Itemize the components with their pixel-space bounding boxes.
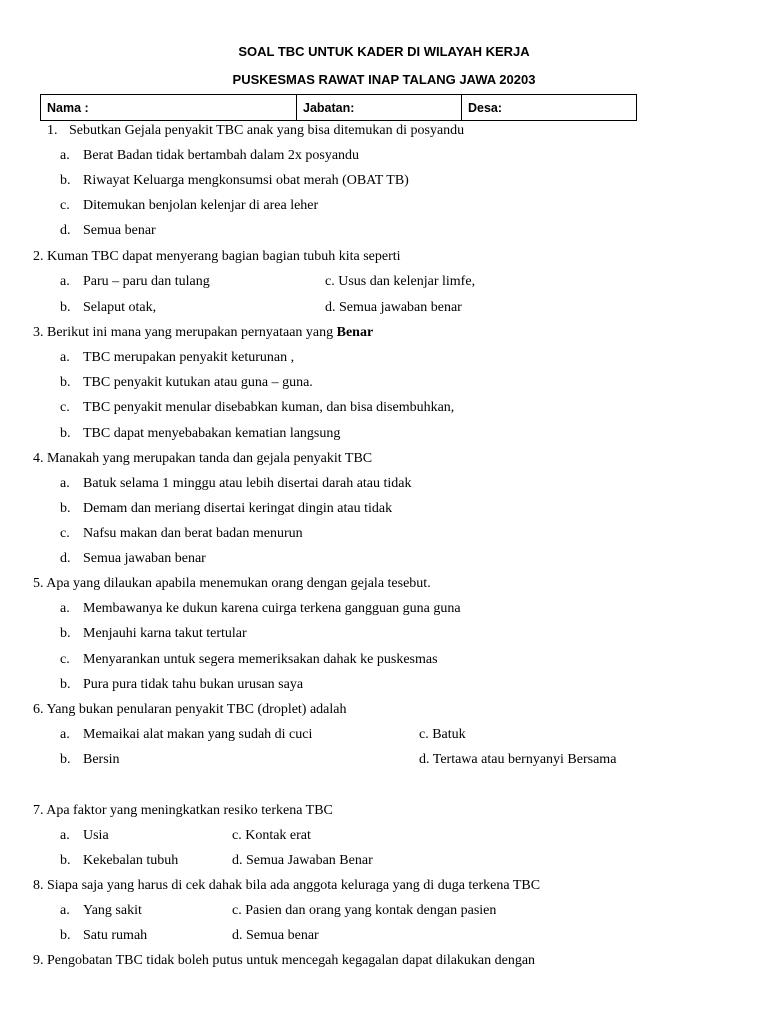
option-marker: b. bbox=[60, 752, 71, 767]
option-marker: b. bbox=[60, 375, 71, 390]
option-text: TBC merupakan penyakit keturunan , bbox=[83, 350, 295, 365]
option-text: TBC dapat menyebabakan kematian langsung bbox=[83, 426, 341, 441]
option-text: Paru – paru dan tulang bbox=[83, 274, 210, 289]
document-title: SOAL TBC UNTUK KADER DI WILAYAH KERJA bbox=[238, 44, 530, 59]
question-6: 6. Yang bukan penularan penyakit TBC (droplet) adalah bbox=[33, 702, 347, 717]
option-text: Membawanya ke dukun karena cuirga terkena gangguan guna guna bbox=[83, 601, 461, 616]
option-text: d. Semua benar bbox=[232, 928, 319, 943]
option-marker: b. bbox=[60, 300, 71, 315]
question-4: 4. Manakah yang merupakan tanda dan gejala penyakit TBC bbox=[33, 451, 373, 466]
option-text: TBC penyakit menular disebabkan kuman, dan bisa disembuhkan, bbox=[83, 400, 455, 415]
option-marker: b. bbox=[60, 853, 71, 868]
option-marker: b. bbox=[60, 426, 71, 441]
option-text: Demam dan meriang disertai keringat dingin atau tidak bbox=[83, 501, 393, 516]
question-5: 5. Apa yang dilaukan apabila menemukan orang dengan gejala tesebut. bbox=[33, 576, 431, 591]
option-text: Selaput otak, bbox=[83, 300, 157, 315]
option-marker: c. bbox=[60, 652, 70, 667]
option-text: Memaikai alat makan yang sudah di cuci bbox=[83, 727, 313, 742]
option-text: Bersin bbox=[83, 752, 120, 767]
option-marker: d. bbox=[60, 223, 71, 238]
option-marker: a. bbox=[60, 350, 70, 365]
question-8: 8. Siapa saja yang harus di cek dahak bila ada anggota keluraga yang di duga terkena TBC bbox=[33, 878, 541, 893]
option-text: c. Pasien dan orang yang kontak dengan pasien bbox=[232, 903, 497, 918]
option-text: Pura pura tidak tahu bukan urusan saya bbox=[83, 677, 304, 692]
question-7: 7. Apa faktor yang meningkatkan resiko terkena TBC bbox=[33, 803, 333, 818]
question-2: 2. Kuman TBC dapat menyerang bagian bagian tubuh kita seperti bbox=[33, 249, 401, 264]
option-marker: a. bbox=[60, 476, 70, 491]
option-marker: a. bbox=[60, 148, 70, 163]
option-text: Yang sakit bbox=[83, 903, 142, 918]
option-marker: a. bbox=[60, 903, 70, 918]
option-text: d. Tertawa atau bernyanyi Bersama bbox=[419, 752, 617, 767]
option-text: Ditemukan benjolan kelenjar di area leher bbox=[83, 198, 319, 213]
option-marker: b. bbox=[60, 677, 71, 692]
option-marker: a. bbox=[60, 828, 70, 843]
option-marker: c. bbox=[60, 198, 70, 213]
option-text: Menjauhi karna takut tertular bbox=[83, 626, 247, 641]
option-marker: a. bbox=[60, 274, 70, 289]
option-marker: b. bbox=[60, 173, 71, 188]
identity-table bbox=[40, 94, 637, 121]
option-text: Semua benar bbox=[83, 223, 156, 238]
option-text: Usia bbox=[83, 828, 109, 843]
document-subtitle: PUSKESMAS RAWAT INAP TALANG JAWA 20203 bbox=[232, 72, 536, 87]
question-3: 3. Berikut ini mana yang merupakan pernyataan yang Benar bbox=[33, 325, 374, 340]
option-text: Semua jawaban benar bbox=[83, 551, 206, 566]
option-text: Nafsu makan dan berat badan menurun bbox=[83, 526, 303, 541]
option-text: c. Usus dan kelenjar limfe, bbox=[325, 274, 476, 289]
desa-field: Desa: bbox=[462, 95, 637, 121]
option-text: TBC penyakit kutukan atau guna – guna. bbox=[83, 375, 313, 390]
option-text: c. Batuk bbox=[419, 727, 466, 742]
option-text: Satu rumah bbox=[83, 928, 148, 943]
question-9: 9. Pengobatan TBC tidak boleh putus untuk mencegah kegagalan dapat dilakukan dengan bbox=[33, 953, 536, 968]
jabatan-field: Jabatan: bbox=[297, 95, 462, 121]
option-text: Berat Badan tidak bertambah dalam 2x posyandu bbox=[83, 148, 360, 163]
option-text: Menyarankan untuk segera memeriksakan dahak ke puskesmas bbox=[83, 652, 438, 667]
option-text: c. Kontak erat bbox=[232, 828, 311, 843]
emphasis-word: Benar bbox=[336, 325, 374, 340]
option-marker: a. bbox=[60, 601, 70, 616]
option-marker: c. bbox=[60, 526, 70, 541]
option-marker: b. bbox=[60, 928, 71, 943]
option-marker: d. bbox=[60, 551, 71, 566]
option-marker: b. bbox=[60, 501, 71, 516]
option-marker: b. bbox=[60, 626, 71, 641]
option-text: Batuk selama 1 minggu atau lebih disertai darah atau tidak bbox=[83, 476, 412, 491]
option-marker: c. bbox=[60, 400, 70, 415]
nama-field: Nama : bbox=[41, 95, 297, 121]
option-text: Riwayat Keluarga mengkonsumsi obat merah (OBAT TB) bbox=[83, 173, 409, 188]
option-text: d. Semua jawaban benar bbox=[325, 300, 462, 315]
option-text: Kekebalan tubuh bbox=[83, 853, 179, 868]
option-marker: a. bbox=[60, 727, 70, 742]
option-text: d. Semua Jawaban Benar bbox=[232, 853, 373, 868]
question-number: 1. bbox=[47, 123, 58, 138]
question-1: Sebutkan Gejala penyakit TBC anak yang bisa ditemukan di posyandu bbox=[69, 123, 465, 138]
